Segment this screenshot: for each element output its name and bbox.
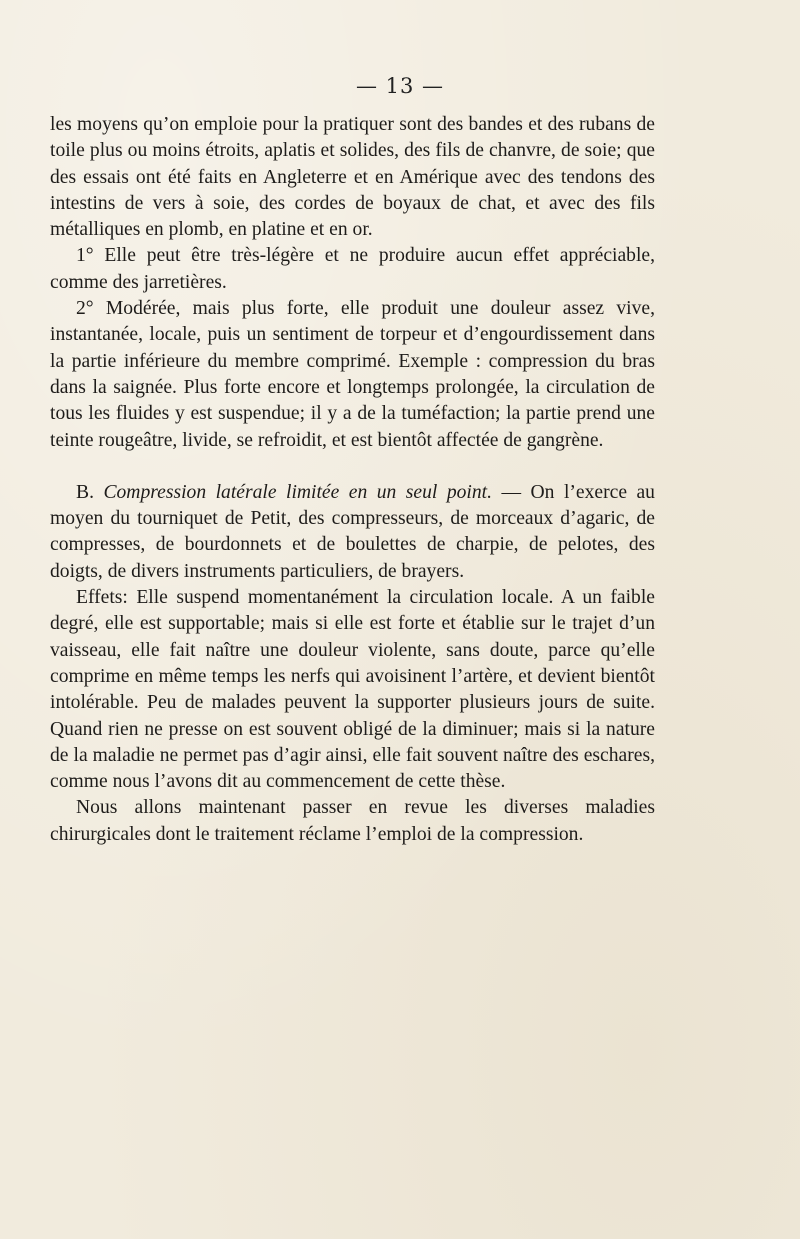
section-body: — On l’exerce au moyen du tourniquet de Petit, des compresseurs, de morceaux d’agaric, de compresses, de bourdonnets et de boulettes de charpie, de pelotes, des doigts, de divers instruments particuliers, de brayers. — [50, 481, 655, 582]
paragraph-moderate-compression: 2° Modérée, mais plus forte, elle produit une douleur assez vive, instantanée, locale, puis un sentiment de torpeur et d’engourdissement dans la partie inférieure du membre comprimé. Exemple : compression du bras dans la saignée. Plus forte encore et longtemps prolongée, la circulation de tous les fluides y est suspendue; il y a de la tuméfaction; la partie prend une teinte rougeâtre, livide, se refroidit, et est bientôt affectée de gangrène. — [50, 298, 655, 451]
page-number: — 13 — — [355, 74, 445, 98]
paragraph-ligatures: les moyens qu’on emploie pour la pratiquer sont des bandes et des rubans de toile plus ou moins étroits, aplatis et solides, des fils de chanvre, de soie; que des essais ont été faits en Angleterre et en Amérique avec des tendons des intestins de vers à soie, des cordes de boyaux de chat, et avec des fils métalliques en plomb, en platine et en or. — [50, 114, 655, 241]
paragraph-lateral-compression — [50, 480, 655, 585]
paragraph-effects: Effets: Elle suspend momentanément la circulation locale. A un faible degré, elle est supportable; mais si elle est forte et établie sur le trajet d’un vaisseau, elle fait naître une douleur violente, sans doute, parce qu’elle comprime en même temps les nerfs qui avoisinent l’artère, et devient bientôt intolérable. Peu de malades peuvent la supporter plusieurs jours de suite. Quand rien ne presse on est souvent obligé de la diminuer; mais si la nature de la maladie ne permet pas d’agir ainsi, elle fait souvent naître des eschares, comme nous l’avons dit au commencement de cette thèse. — [50, 587, 655, 793]
paragraph-conclusion: Nous allons maintenant passer en revue les diverses maladies chirurgicales dont le traitement réclame l’emploi de la compression. — [50, 797, 655, 845]
section-label: B. — [76, 481, 94, 503]
section-title: Compression latérale limitée en un seul point. — [103, 481, 493, 503]
paragraph-light-compression: 1° Elle peut être très-légère et ne produire aucun effet appréciable, comme des jarretières. — [50, 245, 655, 293]
section-gap — [50, 454, 655, 480]
body-text — [50, 112, 655, 848]
